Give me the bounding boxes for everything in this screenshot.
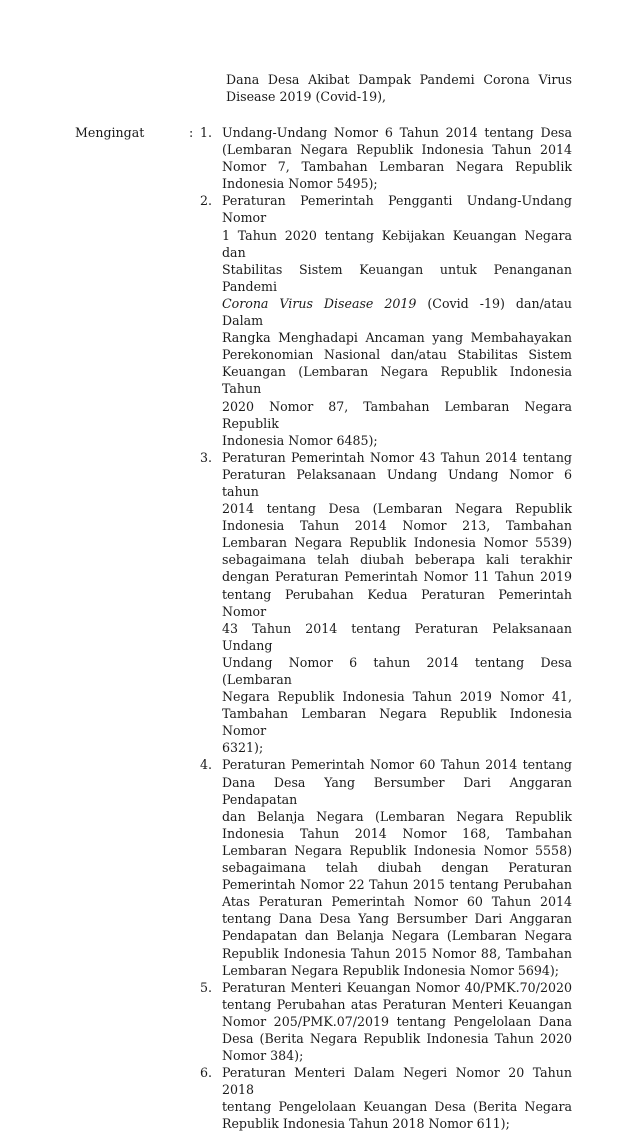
item-line: Pemerintah Nomor 22 Tahun 2015 tentang Perubahan [222,877,572,893]
item-number: 3. [200,449,213,465]
item-line: tentang Dana Desa Yang Bersumber Dari Anggaran [222,911,572,927]
item-number: 4. [200,757,213,773]
item-line: Undang Nomor 6 tahun 2014 tentang Desa (Lembaran [222,654,572,687]
item-line: Lembaran Negara Republik Indonesia Nomor 5539) [222,535,572,551]
item-line: Nomor 384); [222,1048,304,1064]
item-line: Perekonomian Nasional dan/atau Stabilitas Sistem [222,347,572,363]
list-item [200,756,572,978]
lead-line: Dana Desa Akibat Dampak Pandemi Corona Virus [226,72,572,87]
item-number: 5. [200,979,213,995]
legal-basis-list [200,124,572,1133]
item-line: tentang Perubahan atas Peraturan Menteri Keuangan [222,996,572,1012]
item-line: (Lembaran Negara Republik Indonesia Tahun 2014 [222,142,572,158]
item-line: Lembaran Negara Republik Indonesia Nomor 5694); [222,962,560,978]
item-line: 6321); [222,740,264,756]
item-line: Stabilitas Sistem Keuangan untuk Penanganan Pandemi [222,261,572,294]
item-line: Indonesia Nomor 5495); [222,176,378,192]
item-line: dengan Peraturan Pemerintah Nomor 11 Tahun 2019 [222,569,572,585]
item-line: Indonesia Tahun 2014 Nomor 213, Tambahan [222,518,572,534]
lead-paragraph [226,71,572,105]
item-line: Atas Peraturan Pemerintah Nomor 60 Tahun 2014 [222,894,572,910]
item-text [222,756,572,978]
item-line: Republik Indonesia Tahun 2018 Nomor 611); [222,1116,510,1132]
item-text [222,124,572,192]
item-line: sebagaimana telah diubah beberapa kali terakhir [222,552,572,568]
item-line: 2020 Nomor 87, Tambahan Lembaran Negara Republik [222,398,572,431]
section-colon: : [189,125,194,140]
italic-term: Corona Virus Disease 2019 [222,295,417,311]
item-number: 2. [200,193,213,209]
item-line: Corona Virus Disease 2019 (Covid -19) dan/atau Dalam [222,295,572,329]
lead-line: Disease 2019 (Covid-19), [226,89,387,105]
item-line: Undang-Undang Nomor 6 Tahun 2014 tentang Desa [222,125,572,140]
item-line: tentang Perubahan Kedua Peraturan Pemerintah Nomor [222,586,572,619]
item-line: Nomor 205/PMK.07/2019 tentang Pengelolaan Dana [222,1013,572,1029]
list-item [200,192,572,448]
item-line: Tambahan Lembaran Negara Republik Indonesia Nomor [222,706,572,739]
item-line: 1 Tahun 2020 tentang Kebijakan Keuangan Negara dan [222,227,572,260]
item-line: Peraturan Pelaksanaan Undang Undang Nomor 6 tahun [222,466,572,499]
section-label: Mengingat [75,125,145,140]
item-line: Indonesia Tahun 2014 Nomor 168, Tambahan [222,825,572,841]
item-line: Lembaran Negara Republik Indonesia Nomor 5558) [222,842,572,858]
item-line: Peraturan Pemerintah Nomor 60 Tahun 2014 tentang [222,757,572,773]
item-line: 43 Tahun 2014 tentang Peraturan Pelaksanaan Undang [222,620,572,653]
item-text [222,1064,572,1132]
item-line: Peraturan Menteri Dalam Negeri Nomor 20 Tahun 2018 [222,1065,572,1098]
item-line: Negara Republik Indonesia Tahun 2019 Nomor 41, [222,689,572,705]
item-line: Keuangan (Lembaran Negara Republik Indonesia Tahun [222,364,572,397]
item-line: tentang Pengelolaan Keuangan Desa (Berita Negara [222,1099,572,1115]
item-line: 2014 tentang Desa (Lembaran Negara Republik [222,501,572,517]
item-line: Peraturan Menteri Keuangan Nomor 40/PMK.70/2020 [222,979,572,995]
item-text [222,192,572,448]
item-text [222,979,572,1064]
item-line: Indonesia Nomor 6485); [222,432,378,448]
item-text [222,449,572,757]
item-line: Desa (Berita Negara Republik Indonesia Tahun 2020 [222,1030,572,1046]
list-item [200,1064,572,1132]
item-number: 1. [200,125,213,140]
item-line: Republik Indonesia Tahun 2015 Nomor 88, Tambahan [222,945,572,961]
item-line: Nomor 7, Tambahan Lembaran Negara Republik [222,159,572,175]
item-line: Peraturan Pemerintah Nomor 43 Tahun 2014 tentang [222,449,572,465]
list-item [200,124,572,192]
item-line: Pendapatan dan Belanja Negara (Lembaran Negara [222,928,572,944]
item-number: 6. [200,1065,213,1081]
list-item [200,449,572,757]
item-line: dan Belanja Negara (Lembaran Negara Republik [222,808,572,824]
item-line: sebagaimana telah diubah dengan Peraturan [222,860,572,876]
item-line: Rangka Menghadapi Ancaman yang Membahayakan [222,330,572,346]
list-item [200,979,572,1064]
item-line: Dana Desa Yang Bersumber Dari Anggaran Pendapatan [222,774,572,807]
item-line: Peraturan Pemerintah Pengganti Undang-Undang Nomor [222,193,572,226]
